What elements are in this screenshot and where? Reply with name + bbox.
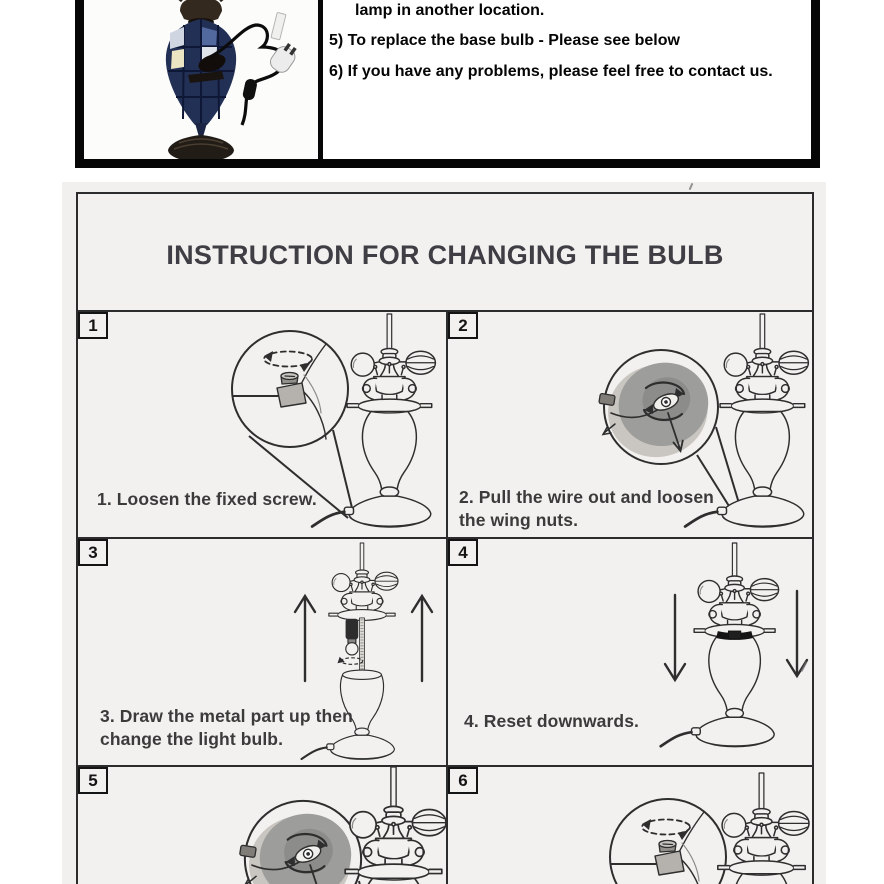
panel-caption — [100, 705, 353, 751]
lamp-shade-underside-diagram — [78, 767, 446, 884]
magnifier-screw-icon — [232, 331, 348, 447]
page-title: INSTRUCTION FOR CHANGING THE BULB — [166, 240, 724, 270]
tiffany-lamp-photo — [84, 0, 318, 159]
top-instructions — [323, 0, 811, 159]
instruction-line-continuation: lamp in another location. — [355, 2, 545, 19]
panel-number-badge: 3 — [78, 539, 108, 566]
caption-line: 3. Draw the metal part up then — [100, 706, 353, 726]
panel-3 — [78, 539, 448, 765]
caption-line: change the light bulb. — [100, 729, 284, 750]
panel-number-badge: 1 — [78, 312, 108, 339]
instruction-line-5: 5) To replace the base bulb - Please see below — [329, 32, 680, 50]
product-photo-cell — [84, 0, 318, 159]
caption-line: 4. Reset downwards. — [464, 711, 640, 731]
up-arrow-icon — [412, 596, 432, 681]
instruction-line-6: 6) If you have any problems, please feel free to contact us. — [329, 62, 773, 80]
magnifier-wing-nut-icon — [239, 801, 363, 884]
panel-caption — [459, 486, 714, 532]
panel-2 — [448, 312, 812, 537]
panel-row-3 — [78, 767, 812, 884]
lamp-screw-magnifier-diagram — [448, 767, 812, 884]
panel-caption — [464, 710, 639, 733]
down-arrow-icon — [665, 595, 685, 680]
title-band — [78, 194, 812, 312]
panel-row-1 — [78, 312, 812, 539]
panel-caption — [97, 488, 317, 511]
caption-line: the wing nuts. — [459, 510, 579, 531]
magnifier-wing-nut-icon — [598, 350, 719, 468]
top-info-box — [75, 0, 820, 168]
panel-1 — [78, 312, 448, 537]
panel-5 — [78, 767, 448, 884]
instruction-frame — [76, 192, 814, 884]
panel-4 — [448, 539, 812, 765]
magnifier-screw-icon — [610, 799, 726, 884]
panel-row-2 — [78, 539, 812, 767]
panel-6 — [448, 767, 812, 884]
caption-line: 2. Pull the wire out and loosen — [459, 487, 714, 507]
panel-number-badge: 2 — [448, 312, 478, 339]
instruction-paper — [62, 182, 826, 884]
panel-number-badge: 6 — [448, 767, 478, 794]
panel-number-badge: 4 — [448, 539, 478, 566]
table-lamp-drawing — [661, 543, 779, 747]
panel-number-badge: 5 — [78, 767, 108, 794]
up-arrow-icon — [295, 596, 315, 681]
caption-line: 1. Loosen the fixed screw. — [97, 489, 317, 509]
